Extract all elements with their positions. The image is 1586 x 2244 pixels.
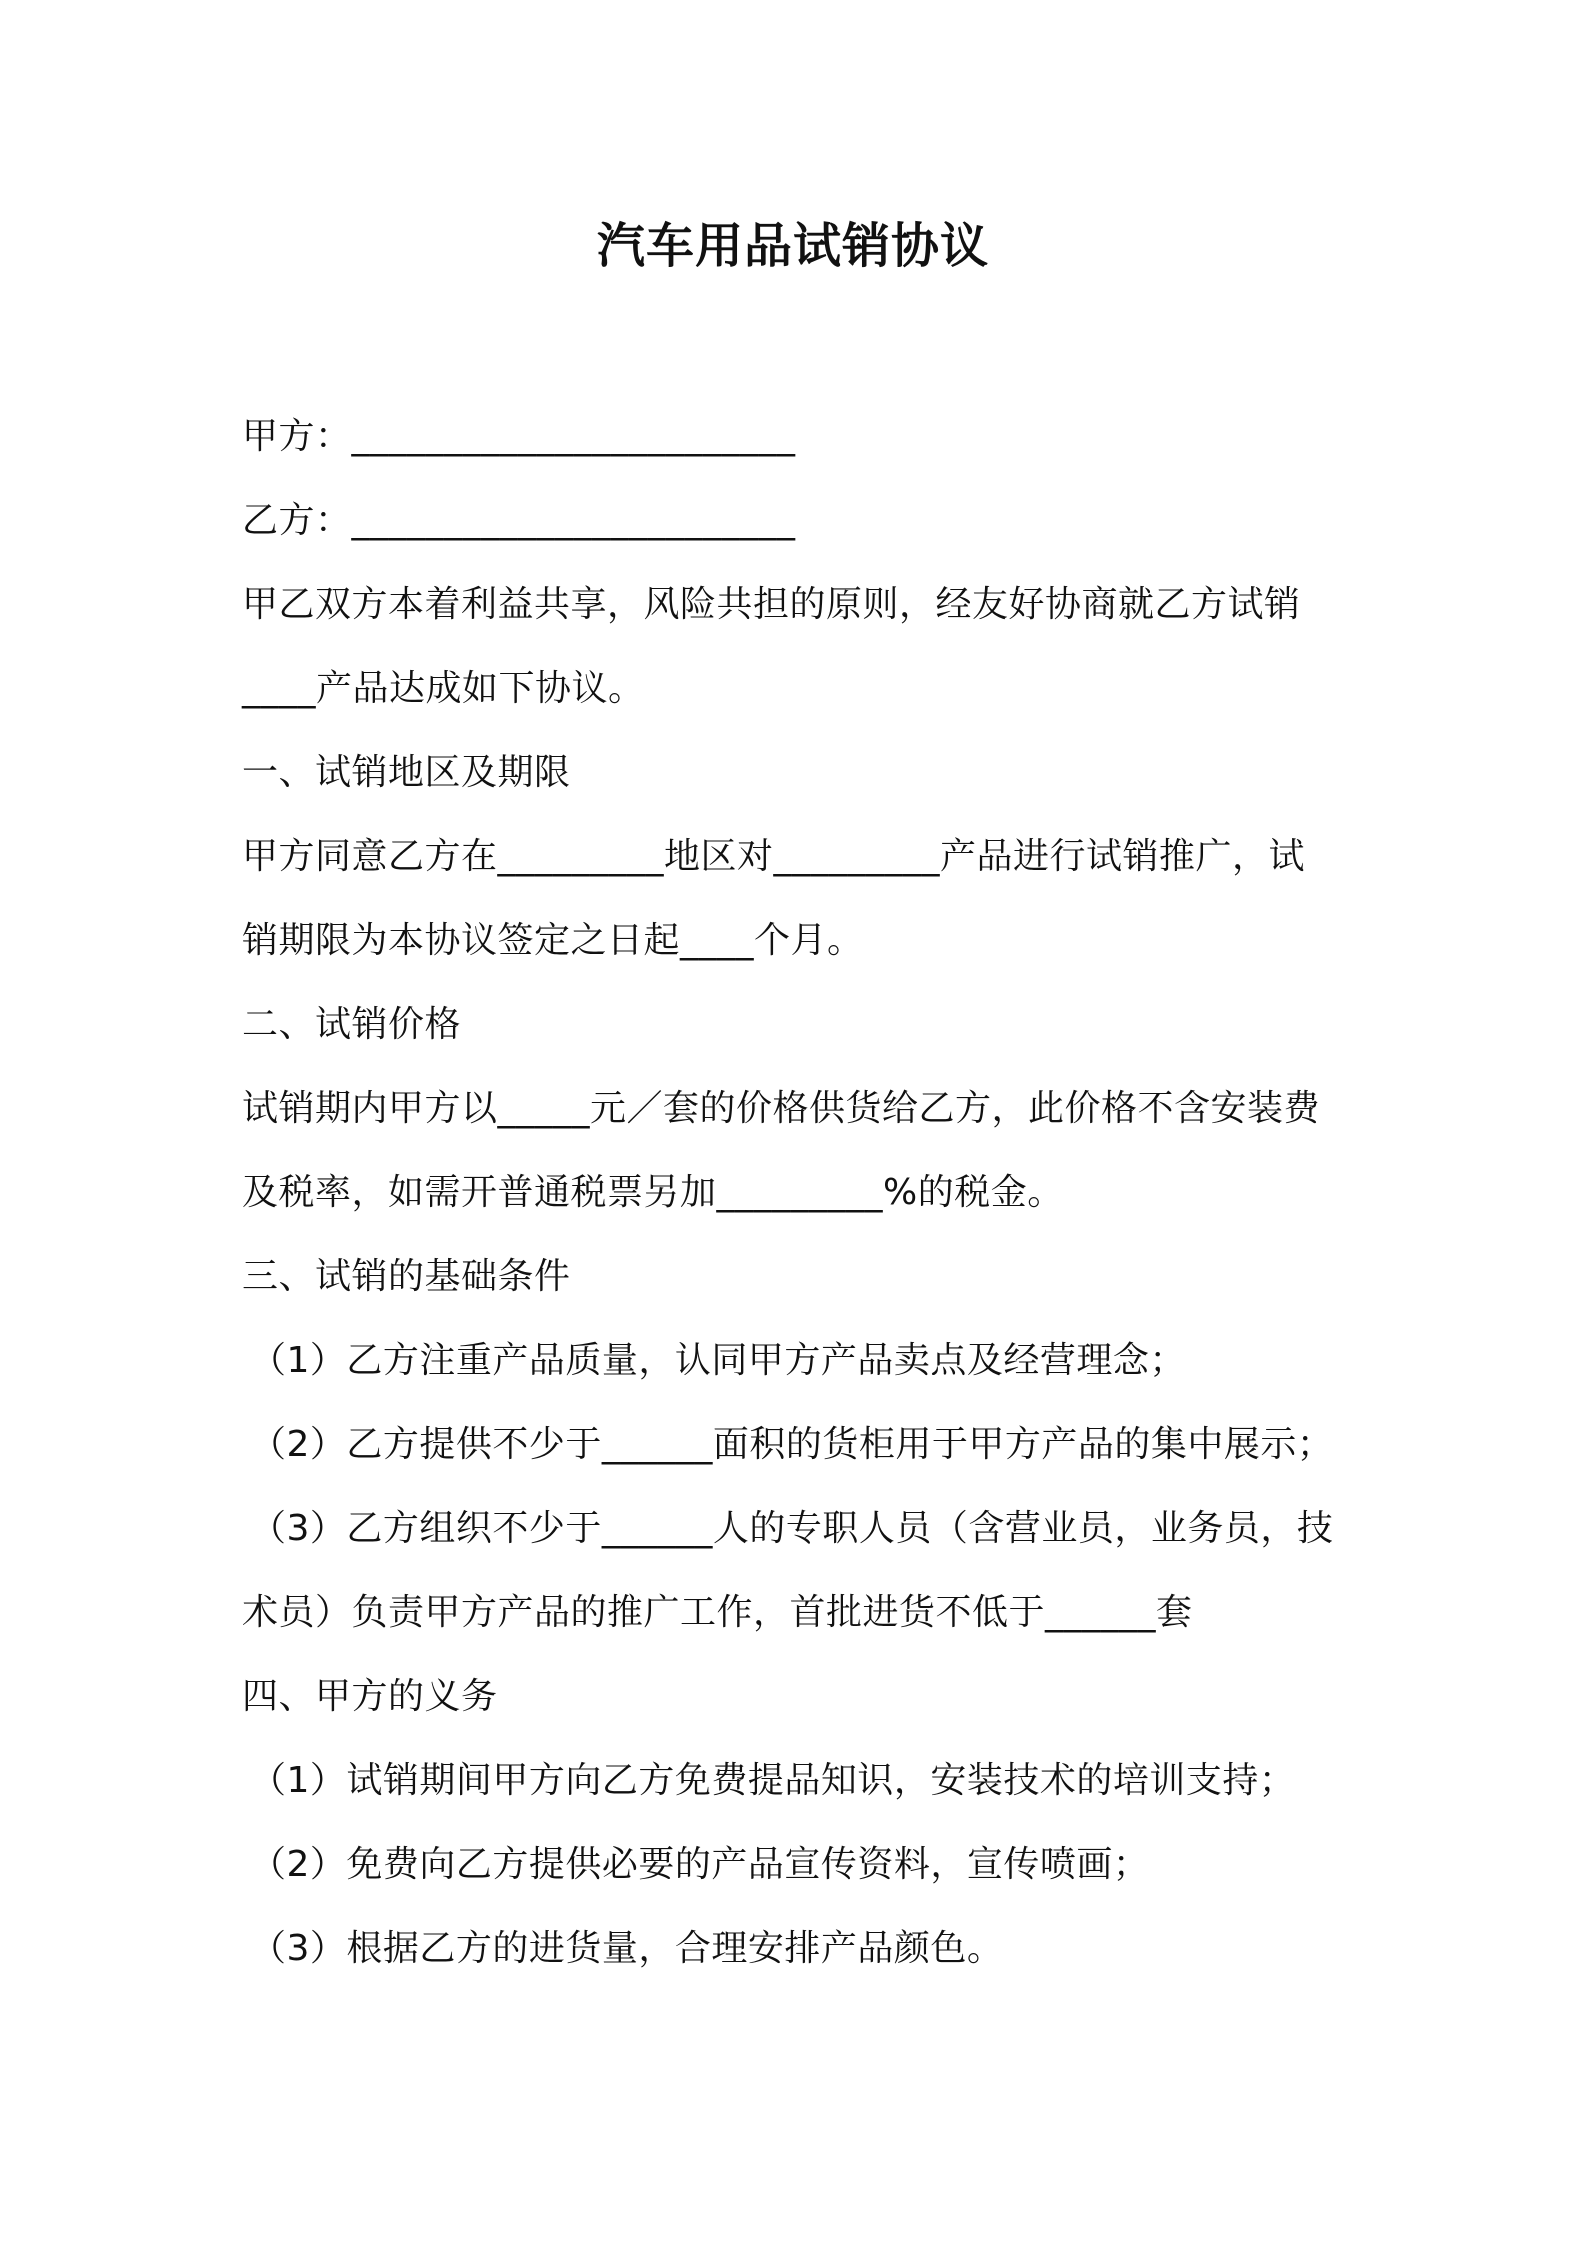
section-4-heading: 四、甲方的义务 [242, 1676, 498, 1717]
section-3-item-2: （2）乙方提供不少于______面积的货柜用于甲方产品的集中展示； [250, 1424, 1334, 1465]
document-title: 汽车用品试销协议 [596, 218, 989, 274]
section-3-item-3-cont: 术员）负责甲方产品的推广工作，首批进货不低于______套 [242, 1592, 1193, 1633]
party-b-line: 乙方：________________________ [242, 500, 796, 541]
section-1-heading: 一、试销地区及期限 [242, 752, 571, 793]
party-a-line: 甲方：________________________ [242, 416, 796, 457]
section-2-text-1: 试销期内甲方以_____元／套的价格供货给乙方，此价格不含安装费 [242, 1088, 1321, 1129]
section-2-heading: 二、试销价格 [242, 1004, 462, 1045]
section-3-heading: 三、试销的基础条件 [242, 1256, 571, 1297]
section-4-item-2: （2）免费向乙方提供必要的产品宣传资料，宣传喷画； [250, 1844, 1150, 1885]
section-4-item-1: （1）试销期间甲方向乙方免费提品知识，安装技术的培训支持； [250, 1760, 1296, 1801]
section-1-text-1: 甲方同意乙方在_________地区对_________产品进行试销推广，试 [242, 836, 1306, 877]
preamble-line-1: 甲乙双方本着利益共享，风险共担的原则，经友好协商就乙方试销 [242, 584, 1301, 625]
section-3-item-3: （3）乙方组织不少于______人的专职人员（含营业员，业务员，技 [250, 1508, 1334, 1549]
section-3-item-1: （1）乙方注重产品质量，认同甲方产品卖点及经营理念； [250, 1340, 1186, 1381]
section-1-text-2: 销期限为本协议签定之日起____个月。 [242, 920, 864, 961]
preamble-line-2: ____产品达成如下协议。 [242, 668, 645, 709]
section-4-item-3: （3）根据乙方的进货量，合理安排产品颜色。 [250, 1928, 1004, 1969]
section-2-text-2: 及税率，如需开普通税票另加_________%的税金。 [242, 1172, 1064, 1213]
